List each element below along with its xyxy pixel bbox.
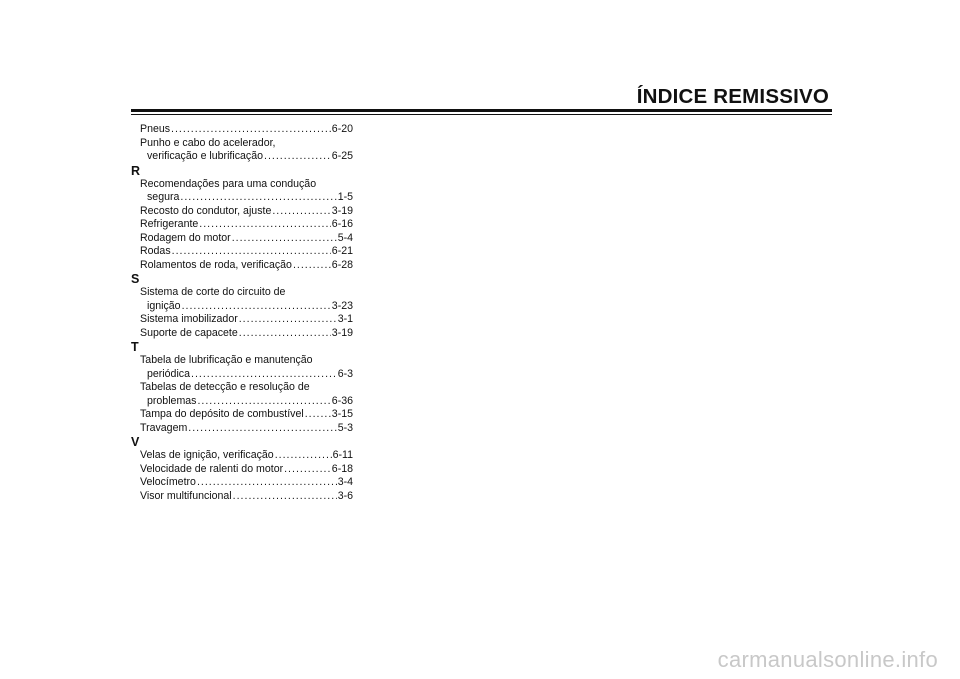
index-entry bbox=[131, 259, 353, 273]
index-letter-heading: S bbox=[131, 272, 140, 286]
index-entry-text: Rodagem do motor bbox=[140, 231, 231, 244]
index-entry-page: 6-16 bbox=[331, 218, 353, 230]
dot-leader bbox=[264, 150, 331, 164]
index-entry bbox=[131, 232, 353, 246]
index-entry-text: Punho e cabo do acelerador, bbox=[140, 136, 276, 149]
dot-leader bbox=[180, 191, 336, 205]
index-entry bbox=[131, 463, 353, 477]
index-entry-page: 6-18 bbox=[331, 462, 353, 475]
index-entry-text: Sistema de corte do circuito de bbox=[140, 286, 286, 298]
dot-leader bbox=[182, 300, 331, 314]
index-entry bbox=[131, 327, 353, 341]
index-entry-page: 3-19 bbox=[331, 204, 353, 217]
dot-leader bbox=[171, 123, 331, 137]
index-entry-page: 6-21 bbox=[331, 245, 353, 257]
index-entry bbox=[131, 408, 353, 422]
dot-leader bbox=[272, 205, 330, 219]
index-entry-text: Tampa do depósito de combustível bbox=[140, 408, 304, 420]
index-entry-text: Tabela de lubrificação e manutenção bbox=[140, 354, 313, 366]
index-entry-text: Travagem bbox=[140, 421, 188, 434]
index-entry bbox=[131, 354, 353, 381]
index-entry-page: 1-5 bbox=[337, 191, 353, 203]
index-entry-page: 5-4 bbox=[337, 231, 353, 244]
dot-leader bbox=[188, 422, 336, 436]
dot-leader bbox=[199, 218, 331, 232]
index-entry bbox=[131, 205, 353, 219]
index-entry-text: Rodas bbox=[140, 245, 171, 257]
index-entry-page: 6-20 bbox=[331, 123, 353, 135]
dot-leader bbox=[305, 408, 331, 422]
dot-leader bbox=[293, 259, 331, 273]
dot-leader bbox=[275, 449, 332, 463]
dot-leader bbox=[197, 395, 330, 409]
index-letter-heading: R bbox=[131, 163, 141, 178]
index-entry bbox=[131, 245, 353, 259]
index-entry-text: Pneus bbox=[140, 123, 171, 135]
index-entry-text: Velocidade de ralenti do motor bbox=[140, 462, 284, 475]
index-entry-text: Recomendações para uma condução bbox=[140, 177, 317, 190]
index-entry-text: Visor multifuncional bbox=[140, 489, 232, 502]
index-entry-text: segura bbox=[147, 191, 180, 203]
index-entry bbox=[131, 449, 353, 463]
index-entry bbox=[131, 313, 353, 327]
index-entry-page: 6-11 bbox=[332, 449, 353, 461]
dot-leader bbox=[233, 490, 337, 504]
index-entry bbox=[131, 476, 353, 490]
dot-leader bbox=[172, 245, 331, 259]
dot-leader bbox=[191, 368, 337, 382]
index-entry-page: 3-19 bbox=[331, 326, 353, 339]
index-entry-text: ignição bbox=[147, 299, 181, 312]
dot-leader bbox=[239, 313, 337, 327]
index-entry-text: Tabelas de detecção e resolução de bbox=[140, 381, 310, 393]
index-entry bbox=[131, 178, 353, 205]
index-entry-page: 3-1 bbox=[337, 313, 353, 325]
index-entry bbox=[131, 123, 353, 137]
index-entry-page: 3-4 bbox=[337, 476, 353, 488]
index-entry-page: 5-3 bbox=[337, 421, 353, 434]
index-entry-text: Velas de ignição, verificação bbox=[140, 449, 274, 461]
index-entry-page: 6-25 bbox=[331, 150, 353, 162]
page-title: ÍNDICE REMISSIVO bbox=[636, 85, 829, 108]
index-entry-text: Refrigerante bbox=[140, 218, 199, 230]
index-entry-page: 3-6 bbox=[337, 489, 353, 502]
index-entry-text: Recosto do condutor, ajuste bbox=[140, 204, 272, 217]
index-entry-page: 3-15 bbox=[331, 408, 353, 420]
index-entry bbox=[131, 137, 353, 164]
index-entry bbox=[131, 490, 353, 504]
index-entry bbox=[131, 381, 353, 408]
index-entry-text: problemas bbox=[147, 394, 197, 407]
title-rule-thick bbox=[131, 109, 832, 112]
index-entry-text: Suporte de capacete bbox=[140, 326, 238, 339]
dot-leader bbox=[239, 327, 331, 341]
index-entry-page: 6-3 bbox=[337, 367, 353, 380]
index-entry-text: Velocímetro bbox=[140, 476, 196, 488]
index-entry bbox=[131, 218, 353, 232]
dot-leader bbox=[197, 476, 337, 490]
index-entry bbox=[131, 422, 353, 436]
watermark: carmanualsonline.info bbox=[717, 647, 938, 672]
index-entry-text: Sistema imobilizador bbox=[140, 313, 238, 325]
index-entry-text: verificação e lubrificação bbox=[147, 150, 263, 162]
index-entry-page: 6-28 bbox=[331, 258, 353, 271]
dot-leader bbox=[284, 463, 331, 477]
index-entry-text: periódica bbox=[147, 367, 190, 380]
index-entry-page: 6-36 bbox=[331, 394, 353, 407]
title-rule-thin bbox=[131, 114, 832, 115]
index-letter-heading: T bbox=[131, 340, 139, 354]
index-letter-heading: V bbox=[131, 435, 140, 449]
index-entry-text: Rolamentos de roda, verificação bbox=[140, 258, 292, 271]
index-list bbox=[131, 123, 353, 503]
index-entry-page: 3-23 bbox=[331, 299, 353, 312]
index-entry bbox=[131, 286, 353, 313]
dot-leader bbox=[232, 232, 337, 246]
